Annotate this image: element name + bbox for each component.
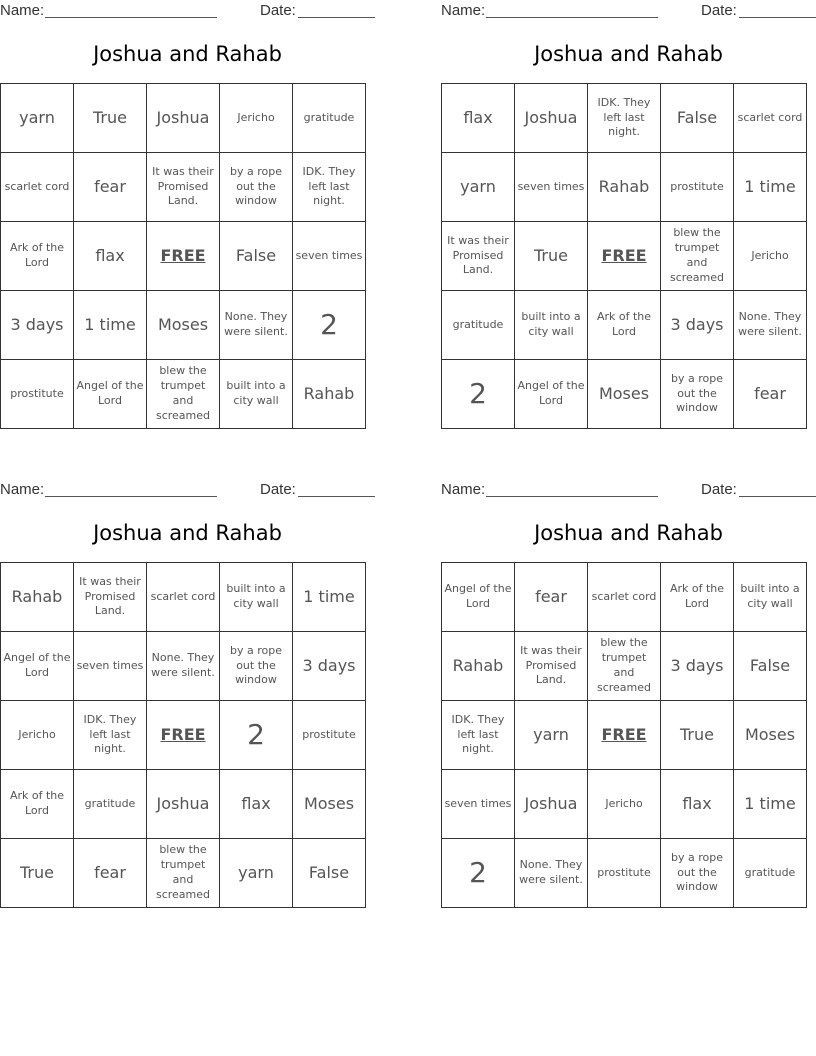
bingo-cell: Moses	[734, 701, 807, 770]
bingo-cell: Joshua	[147, 770, 220, 839]
bingo-cell: False	[661, 84, 734, 153]
bingo-cell: Ark of the Lord	[1, 770, 74, 839]
bingo-cell: prostitute	[661, 153, 734, 222]
date-label: Date:	[701, 2, 737, 19]
bingo-cell: blew the trumpet and screamed	[147, 839, 220, 908]
bingo-cell: It was their Promised Land.	[442, 222, 515, 291]
card-header	[441, 2, 816, 22]
bingo-cell: yarn	[1, 84, 74, 153]
bingo-cell: gratitude	[293, 84, 366, 153]
bingo-cell: It was their Promised Land.	[147, 153, 220, 222]
bingo-row	[1, 84, 366, 153]
bingo-grid	[441, 83, 807, 429]
bingo-cell: Rahab	[588, 153, 661, 222]
bingo-cell: It was their Promised Land.	[515, 632, 588, 701]
bingo-cell: True	[661, 701, 734, 770]
bingo-cell: Angel of the Lord	[74, 360, 147, 429]
bingo-cell: Angel of the Lord	[515, 360, 588, 429]
bingo-cell: Joshua	[515, 84, 588, 153]
free-space: FREE	[588, 701, 661, 770]
bingo-cell: yarn	[515, 701, 588, 770]
bingo-cell: 2	[220, 701, 293, 770]
bingo-cell: scarlet cord	[1, 153, 74, 222]
name-blank-line	[486, 17, 658, 18]
bingo-cell: by a rope out the window	[661, 839, 734, 908]
bingo-cell: False	[220, 222, 293, 291]
bingo-row	[1, 153, 366, 222]
name-blank-line	[45, 496, 217, 497]
date-label: Date:	[260, 481, 296, 498]
bingo-cell: It was their Promised Land.	[74, 563, 147, 632]
bingo-cell: Jericho	[588, 770, 661, 839]
bingo-row	[442, 360, 807, 429]
bingo-cell: built into a city wall	[734, 563, 807, 632]
bingo-cell: scarlet cord	[147, 563, 220, 632]
bingo-cell: None. They were silent.	[220, 291, 293, 360]
bingo-cell: Ark of the Lord	[588, 291, 661, 360]
bingo-row	[1, 839, 366, 908]
date-blank-line	[298, 496, 375, 497]
name-label: Name:	[0, 2, 45, 19]
bingo-card	[0, 479, 375, 929]
bingo-cell: True	[1, 839, 74, 908]
bingo-row	[1, 632, 366, 701]
bingo-cell: None. They were silent.	[515, 839, 588, 908]
bingo-cell: yarn	[442, 153, 515, 222]
bingo-cell: fear	[734, 360, 807, 429]
bingo-cell: IDK. They left last night.	[293, 153, 366, 222]
name-label: Name:	[441, 2, 486, 19]
bingo-cell: Jericho	[220, 84, 293, 153]
bingo-row	[442, 701, 807, 770]
bingo-cell: built into a city wall	[220, 360, 293, 429]
bingo-cell: yarn	[220, 839, 293, 908]
bingo-row	[1, 563, 366, 632]
bingo-cell: 3 days	[661, 632, 734, 701]
bingo-row	[442, 839, 807, 908]
bingo-cell: flax	[661, 770, 734, 839]
bingo-cell: prostitute	[588, 839, 661, 908]
bingo-cell: blew the trumpet and screamed	[147, 360, 220, 429]
bingo-grid	[441, 562, 807, 908]
bingo-cell: built into a city wall	[220, 563, 293, 632]
date-label: Date:	[260, 2, 296, 19]
bingo-cell: 2	[442, 360, 515, 429]
bingo-cell: by a rope out the window	[220, 153, 293, 222]
bingo-cell: Ark of the Lord	[1, 222, 74, 291]
bingo-card	[0, 0, 375, 450]
bingo-row	[442, 153, 807, 222]
bingo-row	[1, 360, 366, 429]
bingo-card	[441, 0, 816, 450]
bingo-row	[442, 770, 807, 839]
name-label: Name:	[441, 481, 486, 498]
date-label: Date:	[701, 481, 737, 498]
bingo-cell: fear	[74, 839, 147, 908]
bingo-cell: Joshua	[515, 770, 588, 839]
bingo-cell: 3 days	[1, 291, 74, 360]
date-blank-line	[298, 17, 375, 18]
bingo-cell: Angel of the Lord	[1, 632, 74, 701]
bingo-cell: IDK. They left last night.	[588, 84, 661, 153]
bingo-cell: Rahab	[442, 632, 515, 701]
bingo-row	[442, 563, 807, 632]
bingo-row	[442, 222, 807, 291]
bingo-cell: 1 time	[74, 291, 147, 360]
bingo-cell: Rahab	[293, 360, 366, 429]
bingo-cell: Joshua	[147, 84, 220, 153]
bingo-cell: seven times	[74, 632, 147, 701]
bingo-cell: Jericho	[1, 701, 74, 770]
bingo-cell: 1 time	[734, 153, 807, 222]
bingo-cell: 3 days	[661, 291, 734, 360]
bingo-cell: by a rope out the window	[661, 360, 734, 429]
bingo-cell: fear	[74, 153, 147, 222]
card-title: Joshua and Rahab	[534, 42, 723, 66]
bingo-cell: False	[293, 839, 366, 908]
bingo-cell: Rahab	[1, 563, 74, 632]
bingo-row	[1, 291, 366, 360]
bingo-cell: Angel of the Lord	[442, 563, 515, 632]
bingo-row	[1, 222, 366, 291]
card-title: Joshua and Rahab	[93, 521, 282, 545]
date-blank-line	[739, 496, 816, 497]
bingo-cell: prostitute	[293, 701, 366, 770]
card-title: Joshua and Rahab	[534, 521, 723, 545]
bingo-cell: gratitude	[734, 839, 807, 908]
bingo-cell: prostitute	[1, 360, 74, 429]
bingo-cell: blew the trumpet and screamed	[661, 222, 734, 291]
bingo-cell: flax	[74, 222, 147, 291]
bingo-cell: seven times	[442, 770, 515, 839]
bingo-cell: gratitude	[442, 291, 515, 360]
date-blank-line	[739, 17, 816, 18]
bingo-cell: False	[734, 632, 807, 701]
bingo-cell: seven times	[515, 153, 588, 222]
card-header	[0, 481, 375, 501]
bingo-cell: scarlet cord	[734, 84, 807, 153]
bingo-cell: True	[74, 84, 147, 153]
bingo-cell: 2	[293, 291, 366, 360]
bingo-grid	[0, 83, 366, 429]
bingo-cell: seven times	[293, 222, 366, 291]
card-header	[441, 481, 816, 501]
bingo-cell: flax	[220, 770, 293, 839]
bingo-cell: scarlet cord	[588, 563, 661, 632]
bingo-cell: IDK. They left last night.	[74, 701, 147, 770]
bingo-cell: None. They were silent.	[734, 291, 807, 360]
bingo-cell: 3 days	[293, 632, 366, 701]
bingo-cell: gratitude	[74, 770, 147, 839]
bingo-cell: 1 time	[293, 563, 366, 632]
bingo-cell: Jericho	[734, 222, 807, 291]
free-space: FREE	[147, 222, 220, 291]
bingo-cell: fear	[515, 563, 588, 632]
bingo-cell: 1 time	[734, 770, 807, 839]
bingo-row	[442, 632, 807, 701]
card-header	[0, 2, 375, 22]
bingo-row	[1, 701, 366, 770]
name-blank-line	[486, 496, 658, 497]
bingo-cell: IDK. They left last night.	[442, 701, 515, 770]
bingo-cell: flax	[442, 84, 515, 153]
bingo-cell: Moses	[293, 770, 366, 839]
bingo-row	[442, 84, 807, 153]
bingo-cell: None. They were silent.	[147, 632, 220, 701]
bingo-cell: 2	[442, 839, 515, 908]
bingo-cell: blew the trumpet and screamed	[588, 632, 661, 701]
bingo-cell: Ark of the Lord	[661, 563, 734, 632]
bingo-row	[1, 770, 366, 839]
bingo-cell: built into a city wall	[515, 291, 588, 360]
free-space: FREE	[588, 222, 661, 291]
bingo-cell: by a rope out the window	[220, 632, 293, 701]
name-blank-line	[45, 17, 217, 18]
bingo-grid	[0, 562, 366, 908]
bingo-cell: True	[515, 222, 588, 291]
bingo-row	[442, 291, 807, 360]
bingo-cell: Moses	[588, 360, 661, 429]
card-title: Joshua and Rahab	[93, 42, 282, 66]
name-label: Name:	[0, 481, 45, 498]
bingo-card	[441, 479, 816, 929]
free-space: FREE	[147, 701, 220, 770]
bingo-cell: Moses	[147, 291, 220, 360]
